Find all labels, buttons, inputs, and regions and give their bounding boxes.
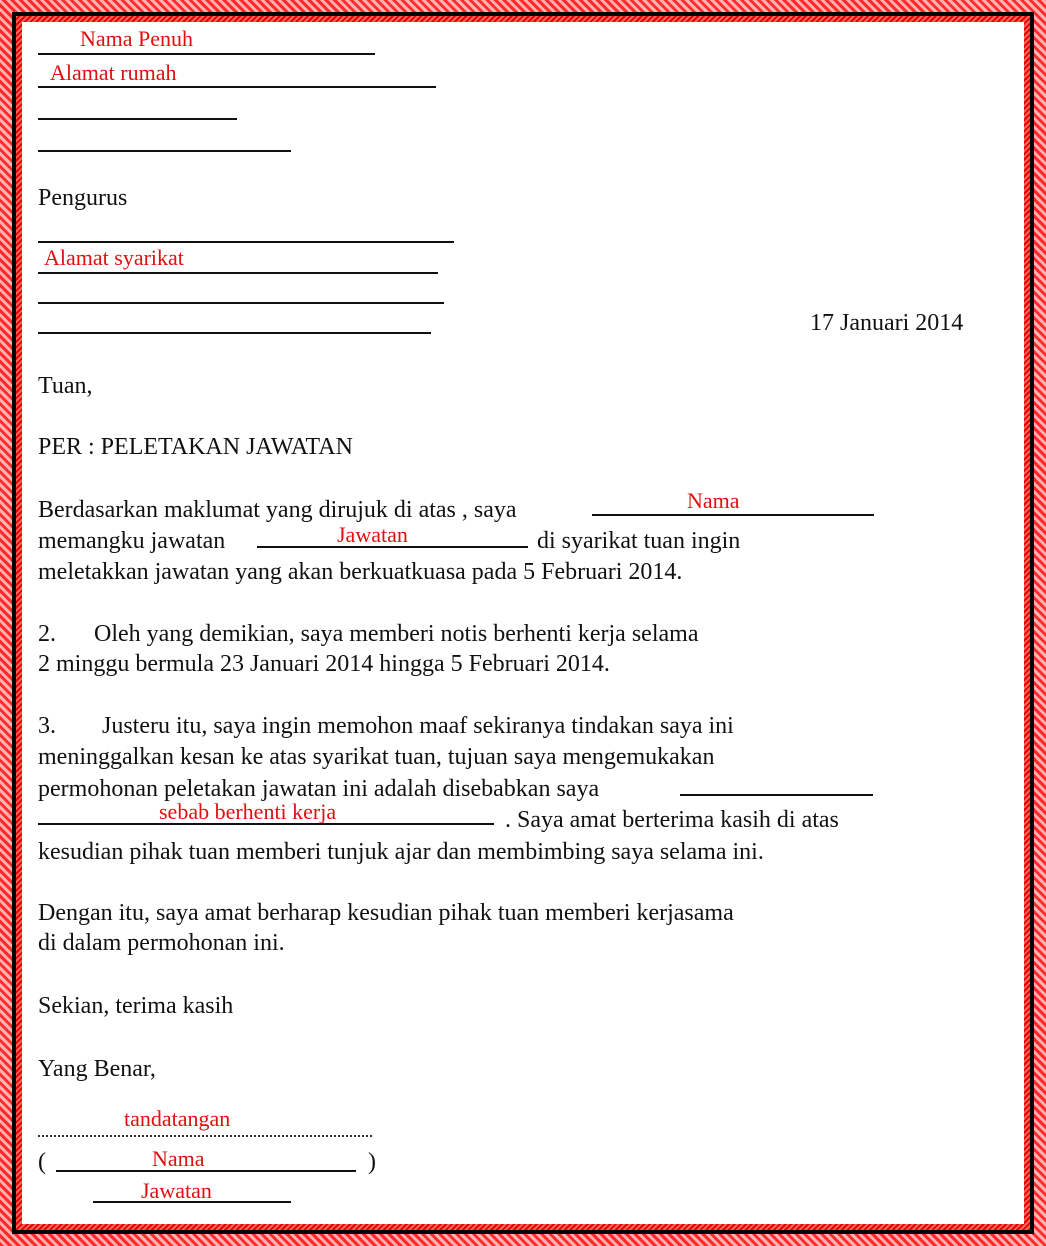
signature-dotted-line <box>38 1135 372 1137</box>
signature-open-paren: ( <box>38 1149 46 1175</box>
para3-line2: meninggalkan kesan ke atas syarikat tuan, tujuan saya mengemukakan <box>38 744 715 770</box>
recipient-line-2 <box>38 272 438 274</box>
letter-date: 17 Januari 2014 <box>810 310 964 336</box>
recipient-company-address-label: Alamat syarikat <box>44 245 184 270</box>
sender-address-line-3 <box>38 150 291 152</box>
para2-line1: Oleh yang demikian, saya memberi notis berhenti kerja selama <box>94 621 699 647</box>
para1-name-line <box>592 514 874 516</box>
sender-name-line <box>38 53 375 55</box>
para4-line1: Dengan itu, saya amat berharap kesudian pihak tuan memberi kerjasama <box>38 900 734 926</box>
sender-full-name-label: Nama Penuh <box>80 26 194 51</box>
para2-number: 2. <box>38 621 56 647</box>
recipient-line-1 <box>38 241 454 243</box>
closing-thanks: Sekian, terima kasih <box>38 993 234 1019</box>
recipient-line-4 <box>38 332 431 334</box>
recipient-line-3 <box>38 302 444 304</box>
para3-line3: permohonan peletakan jawatan ini adalah disebabkan saya <box>38 776 600 802</box>
para1-name-label: Nama <box>687 488 740 513</box>
signature-position-label: Jawatan <box>141 1178 212 1203</box>
salutation: Tuan, <box>38 373 93 399</box>
recipient-title: Pengurus <box>38 185 128 211</box>
para2-line2: 2 minggu bermula 23 Januari 2014 hingga 5 Februari 2014. <box>38 651 610 677</box>
para1-line2-suffix: di syarikat tuan ingin <box>537 528 741 554</box>
signature-label: tandatangan <box>124 1106 231 1131</box>
para3-reason-label: sebab berhenti kerja <box>159 799 337 824</box>
para1-position-line <box>257 546 528 548</box>
sender-address-line-2 <box>38 118 237 120</box>
subject-line: PER : PELETAKAN JAWATAN <box>38 434 353 460</box>
signature-name-label: Nama <box>152 1146 205 1171</box>
para3-line1: Justeru itu, saya ingin memohon maaf sekiranya tindakan saya ini <box>102 713 734 739</box>
para4-line2: di dalam permohonan ini. <box>38 930 285 956</box>
para3-line4-suffix: . Saya amat berterima kasih di atas <box>505 807 839 833</box>
para3-reason-line-2 <box>38 823 494 825</box>
para1-position-label: Jawatan <box>337 522 408 547</box>
sender-address-line-1 <box>38 86 436 88</box>
sender-home-address-label: Alamat rumah <box>50 60 177 85</box>
para1-line3: meletakkan jawatan yang akan berkuatkuasa pada 5 Februari 2014. <box>38 559 683 585</box>
para3-line5: kesudian pihak tuan memberi tunjuk ajar dan membimbing saya selama ini. <box>38 839 764 865</box>
para3-reason-line-1 <box>680 794 873 796</box>
para3-number: 3. <box>38 713 56 739</box>
closing-yours: Yang Benar, <box>38 1056 156 1082</box>
signature-name-line <box>56 1170 356 1172</box>
para1-line2-prefix: memangku jawatan <box>38 528 226 554</box>
para1-line1: Berdasarkan maklumat yang dirujuk di atas , saya <box>38 497 517 523</box>
signature-position-line <box>93 1201 291 1203</box>
signature-close-paren: ) <box>368 1149 376 1175</box>
